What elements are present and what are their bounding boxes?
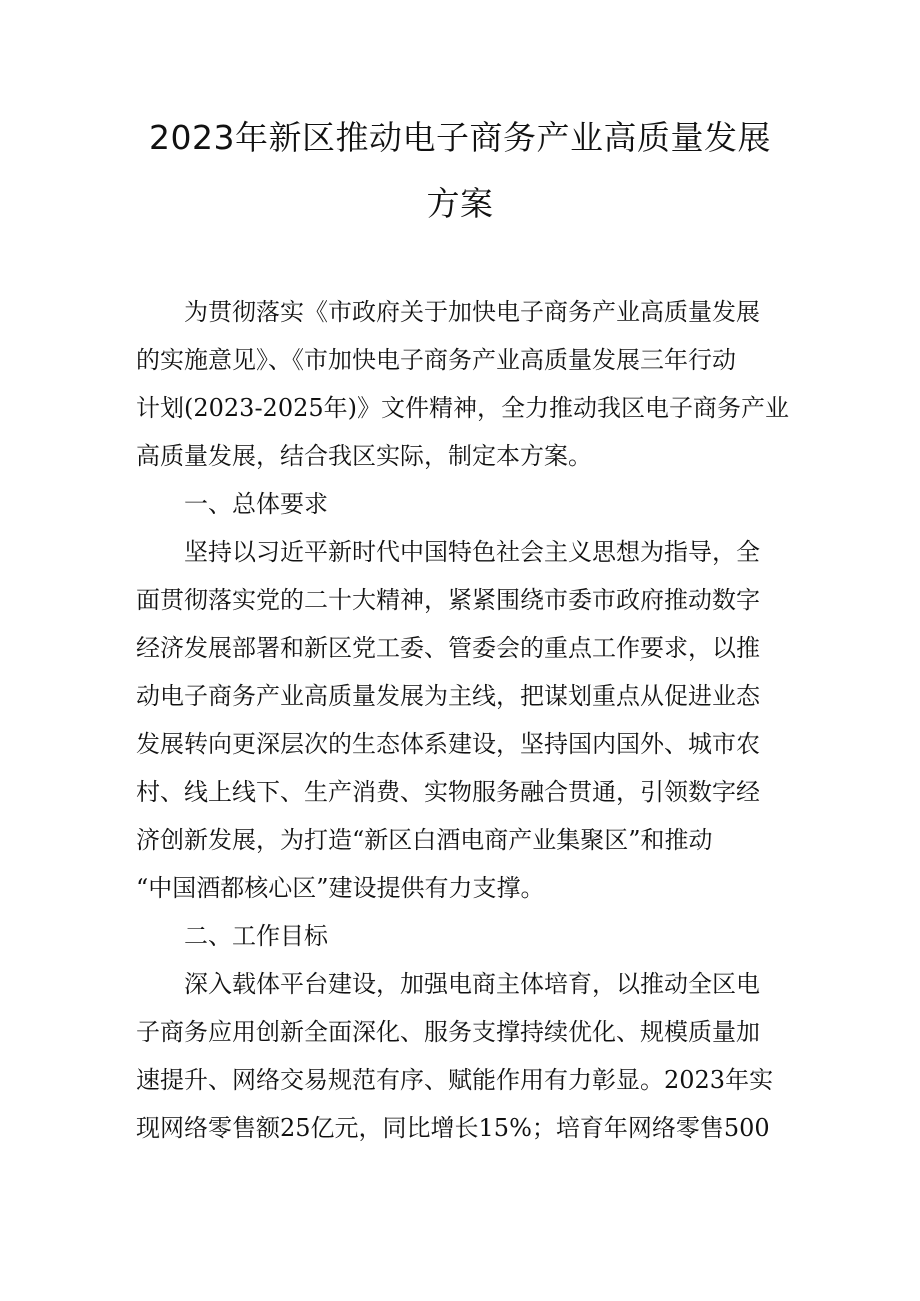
document-body — [136, 288, 789, 1152]
body-line: 为贯彻落实《市政府关于加快电子商务产业高质量发展 — [184, 298, 760, 326]
paragraph-overall-requirements — [136, 528, 786, 912]
body-line: 速提升、网络交易规范有序、赋能作用有力彰显。2023年实 — [136, 1066, 774, 1094]
body-line: 深入载体平台建设，加强电商主体培育，以推动全区电 — [184, 970, 760, 998]
body-line: 村、线上线下、生产消费、实物服务融合贯通，引领数字经 — [136, 778, 760, 806]
section-heading-work-goals — [136, 912, 786, 960]
body-line: “中国酒都核心区”建设提供有力支撑。 — [136, 874, 545, 902]
section-heading-overall-requirements — [136, 480, 786, 528]
body-line: 济创新发展，为打造“新区白酒电商产业集聚区”和推动 — [136, 826, 713, 854]
body-line: 经济发展部署和新区党工委、管委会的重点工作要求，以推 — [136, 634, 760, 662]
body-line: 面贯彻落实党的二十大精神，紧紧围绕市委市政府推动数字 — [136, 586, 760, 614]
body-line: 动电子商务产业高质量发展为主线，把谋划重点从促进业态 — [136, 682, 760, 710]
document-title-line-1: 2023年新区推动电子商务产业高质量发展 — [149, 118, 771, 157]
body-line: 高质量发展，结合我区实际，制定本方案。 — [136, 442, 592, 470]
body-line: 现网络零售额25亿元，同比增长15%；培育年网络零售500 — [136, 1114, 770, 1142]
body-line: 发展转向更深层次的生态体系建设，坚持国内国外、城市农 — [136, 730, 760, 758]
section-heading: 一、总体要求 — [184, 490, 328, 518]
document-title-line-2: 方案 — [426, 184, 494, 223]
paragraph-work-goals — [136, 960, 786, 1152]
body-line: 计划(2023-2025年)》文件精神，全力推动我区电子商务产业 — [136, 394, 789, 422]
paragraph-intro — [136, 288, 789, 480]
body-line: 坚持以习近平新时代中国特色社会主义思想为指导，全 — [184, 538, 760, 566]
body-line: 的实施意见》、《市加快电子商务产业高质量发展三年行动 — [136, 346, 736, 374]
section-heading: 二、工作目标 — [184, 922, 328, 950]
body-line: 子商务应用创新全面深化、服务支撑持续优化、规模质量加 — [136, 1018, 760, 1046]
